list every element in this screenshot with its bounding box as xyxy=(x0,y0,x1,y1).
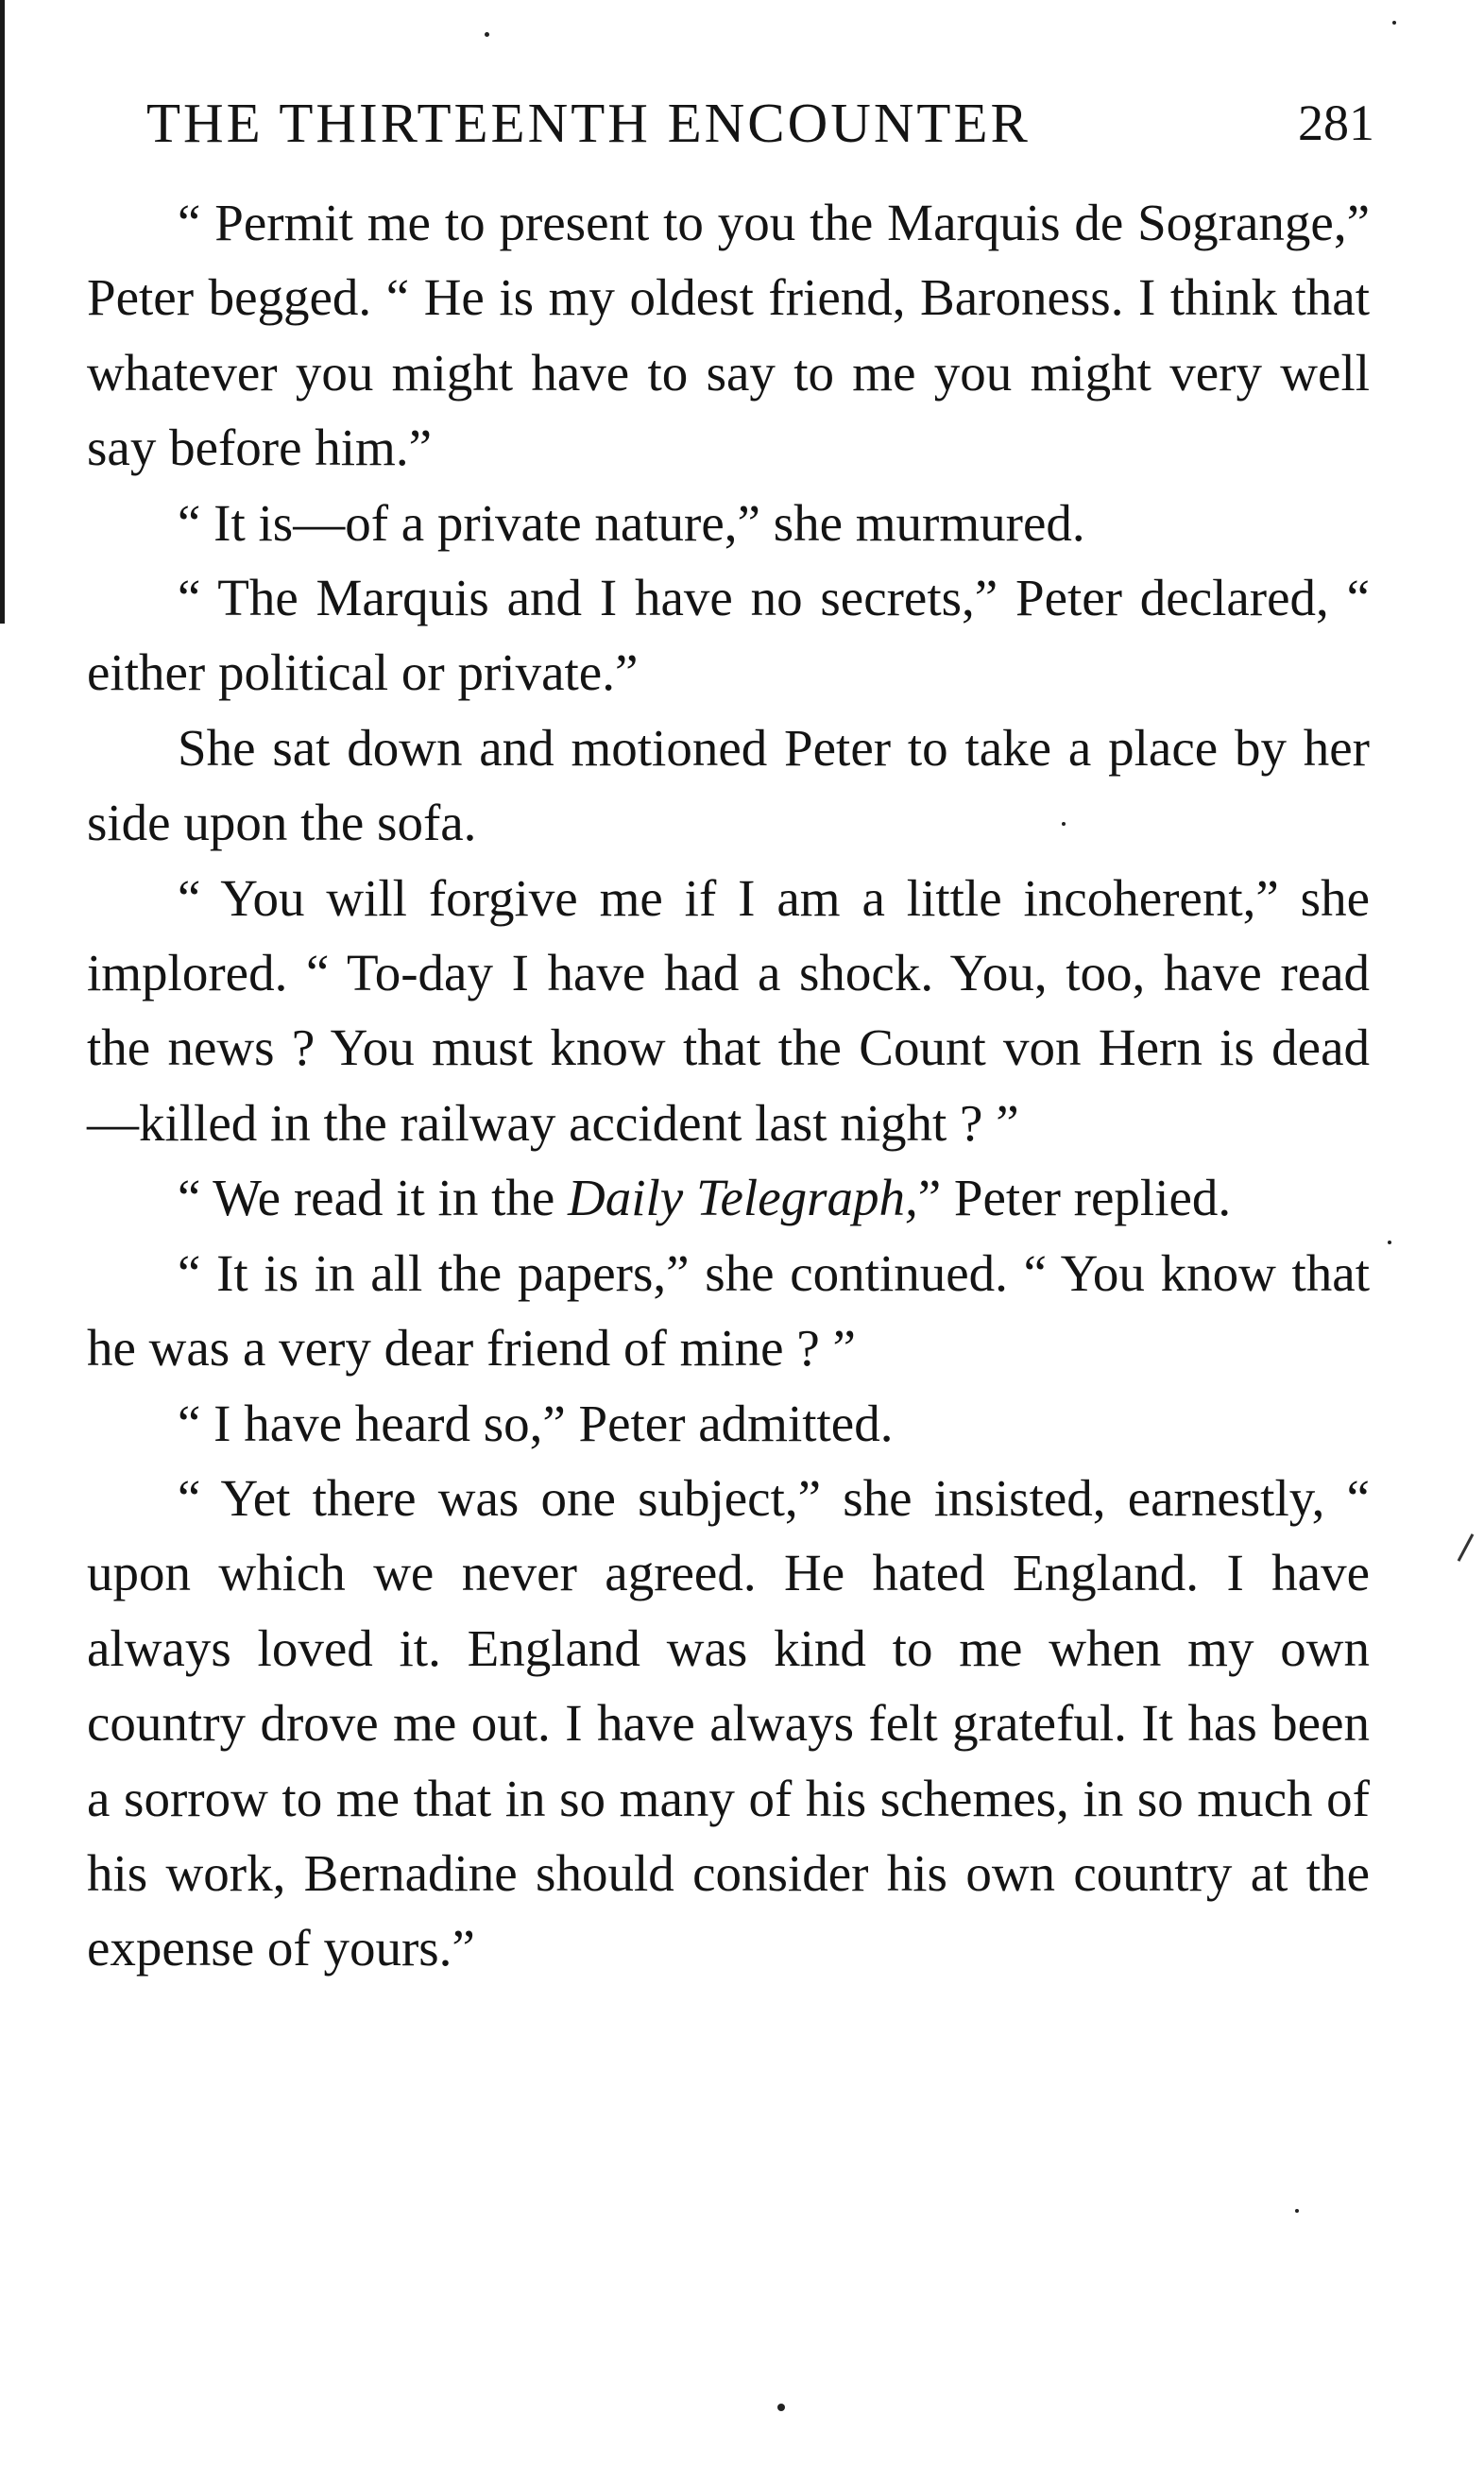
paragraph: “ I have heard so,” Peter admitted. xyxy=(178,1394,894,1452)
print-speck xyxy=(1295,2209,1299,2213)
print-speck xyxy=(1388,1241,1391,1244)
paragraph: She sat down and motioned Peter to take a place by her side upon the sofa. xyxy=(87,718,1370,852)
paragraph: “ Permit me to present to you the Marquis de Sogrange,” Peter begged. “ He is my oldest friend, Baroness. I think that whatever you might have to say to me you might very well say before him.” xyxy=(87,194,1370,477)
newspaper-title: Daily Telegraph, xyxy=(568,1169,918,1227)
paragraph: “ It is in all the papers,” she continued. “ You know that he was a very dear friend of mine ? ” xyxy=(87,1243,1370,1378)
paragraph: “ You will forgive me if I am a little incoherent,” she implored. “ To-day I have had a shock. You, too, have read the news ? You must know that the Count von Hern is dead—killed in the railway accident last night ? ” xyxy=(87,868,1370,1152)
print-speck xyxy=(1392,21,1396,25)
print-speck xyxy=(777,2404,785,2411)
paragraph-text: ” Peter replied. xyxy=(917,1169,1232,1227)
paragraph: “ It is—of a private nature,” she murmured. xyxy=(178,493,1085,552)
page-number: 281 xyxy=(1298,94,1374,151)
paragraph xyxy=(87,1160,1370,1235)
paragraph: “ The Marquis and I have no secrets,” Peter declared, “ either political or private.” xyxy=(87,569,1370,702)
paragraph: “ Yet there was one subject,” she insisted, earnestly, “ upon which we never agreed. He hated England. I have always loved it. England was kind to me when my own country drove me out. I have always felt grateful. It has been a sorrow to me that in so many of his schemes, in so much of his work, Bernadine should consider his own country at the expense of yours.” xyxy=(87,1468,1370,1977)
paragraph-text: “ We read it in the xyxy=(178,1169,569,1227)
body-text xyxy=(87,185,1370,1986)
print-speck xyxy=(485,32,489,37)
binding-edge-rule xyxy=(0,0,5,624)
running-head-title: THE THIRTEENTH ENCOUNTER xyxy=(146,92,1031,154)
print-mark xyxy=(1458,1533,1475,1562)
running-head xyxy=(146,85,1374,161)
